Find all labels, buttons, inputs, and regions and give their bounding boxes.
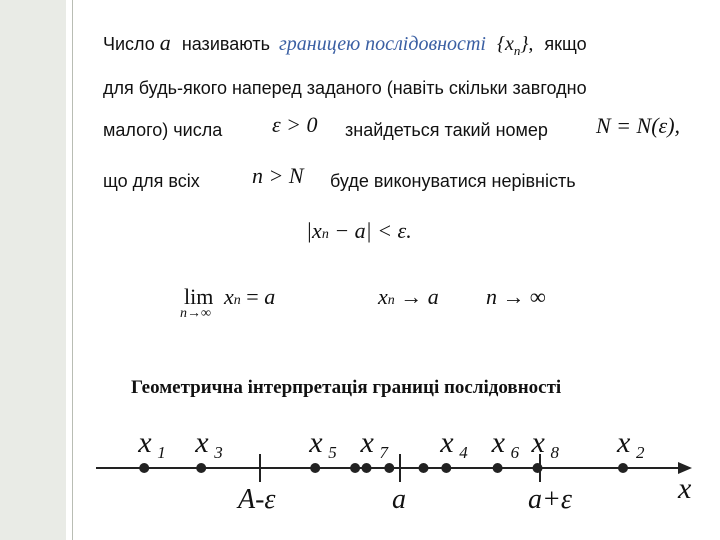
center-a-label: a [392, 484, 406, 515]
unlabeled-point-2 [384, 463, 394, 473]
term-limit-of-sequence: границею послідовності [278, 33, 486, 55]
left-bound-label: A-ε [238, 484, 276, 515]
lim-subscript: n→∞ [180, 306, 211, 321]
var-a: a [159, 30, 171, 55]
n-tends-to-infinity: n → ∞ [486, 284, 546, 309]
sequence-label-x8: x [531, 426, 545, 459]
sequence-label-sub-5: 5 [328, 443, 337, 462]
lim-operator: lim [184, 284, 214, 309]
sequence-label-x3: x [195, 426, 209, 459]
right-bound-label: a+ε [528, 484, 572, 515]
sequence-label-x1: x [138, 426, 152, 459]
definition-line-3-middle: знайдеться такий номер [345, 120, 548, 140]
number-N-of-epsilon: N = N(ε), [596, 113, 681, 138]
sequence-set: $\{x_n\}$, [496, 33, 534, 58]
sequence-label-sub-3: 3 [214, 443, 223, 462]
sequence-label-sub-1: 1 [157, 443, 166, 462]
sequence-label-x6: x [491, 426, 505, 459]
condition-n-greater-N: n > N [252, 163, 304, 188]
definition-line-3-prefix: малого) числа [103, 120, 223, 140]
sequence-label-x2: x [617, 426, 631, 459]
sequence-label-sub-7: 7 [379, 443, 388, 462]
axis-label: x [678, 472, 692, 505]
epsilon-positive: ε > 0 [272, 112, 318, 137]
sequence-point-x4 [441, 463, 451, 473]
word-yakshcho: якщо [544, 34, 587, 54]
unlabeled-point-3 [419, 463, 429, 473]
section-heading: Геометрична інтерпретація границі послідовності [131, 377, 562, 398]
sequence-label-x4: x [440, 426, 454, 459]
sequence-point-x7 [362, 463, 372, 473]
limit-inequality: |xn − a| < ε. [306, 218, 412, 243]
sequence-label-sub-2: 2 [636, 443, 645, 462]
sequence-point-x2 [618, 463, 628, 473]
definition-line-4-suffix: буде виконуватися нерівність [330, 171, 576, 191]
sequence-label-sub-6: 6 [510, 443, 520, 462]
sequence-label-x7: x [360, 426, 374, 459]
sequence-point-x1 [139, 463, 149, 473]
word-nazyvayut: називають [181, 34, 270, 54]
unlabeled-point-1 [350, 463, 360, 473]
sequence-point-x8 [533, 463, 543, 473]
sequence-point-x5 [310, 463, 320, 473]
definition-line-2: для будь-якого наперед заданого (навіть скільки завгодно [103, 78, 587, 98]
xn-tends-to-a: xn → a [378, 284, 439, 309]
sequence-point-x3 [196, 463, 206, 473]
sequence-point-x6 [493, 463, 503, 473]
sequence-label-sub-4: 4 [459, 443, 468, 462]
lim-expression: xn = a [224, 284, 276, 309]
definition-line-4-prefix: що для всіх [103, 171, 200, 191]
sequence-label-sub-8: 8 [550, 443, 559, 462]
word-chyslo: Число [103, 34, 155, 54]
sequence-label-x5: x [309, 426, 323, 459]
